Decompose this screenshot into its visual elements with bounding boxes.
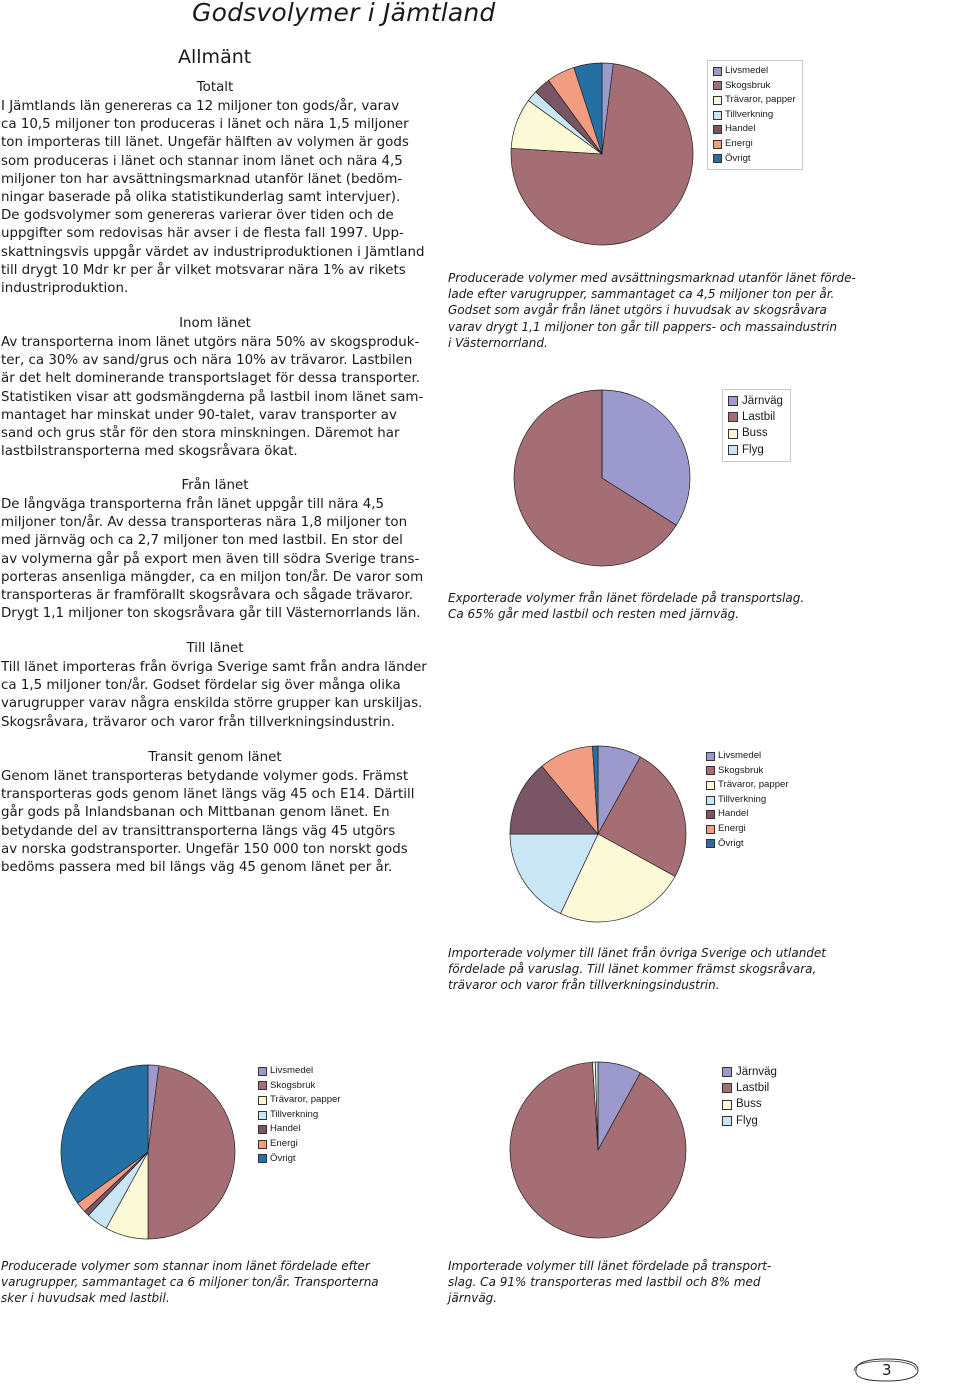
legend-item — [258, 1064, 341, 1079]
legend-export-transport — [722, 389, 791, 462]
text-line: skattningsvis uppgår värdet av industriproduktionen i Jämtland — [1, 244, 425, 260]
till-lanet-paragraph — [1, 659, 431, 732]
inom-lanet-heading: Inom länet — [179, 316, 251, 331]
legend-swatch-icon — [258, 1125, 267, 1134]
legend-label: Livsmedel — [725, 65, 769, 76]
legend-label: Tillverkning — [725, 108, 774, 120]
legend-item — [706, 822, 789, 837]
legend-label: Järnväg — [736, 1066, 777, 1078]
legend-label: Trävaror, papper — [725, 94, 796, 106]
legend-swatch-icon — [722, 1116, 732, 1126]
legend-swatch-icon — [713, 154, 722, 163]
legend-label: Järnväg — [742, 395, 783, 407]
pie-slice-skogsbruk — [511, 64, 693, 245]
text-line: industriproduktion. — [1, 281, 129, 297]
legend-swatch-icon — [706, 839, 715, 848]
text-line: Producerade volymer som stannar inom länet fördelade efter — [1, 1259, 370, 1273]
legend-swatch-icon — [706, 752, 715, 761]
legend-label: Övrigt — [725, 152, 751, 164]
legend-item — [706, 749, 789, 764]
legend-item — [258, 1108, 341, 1123]
caption-export-transport — [448, 590, 804, 622]
text-line: till drygt 10 Mdr kr per år vilket motsvarar nära 1% av rikets — [1, 262, 406, 278]
legend-item — [722, 1064, 777, 1080]
pie-slice-tillverkning — [528, 92, 602, 154]
legend-label: Livsmedel — [718, 750, 762, 761]
text-line: mantaget har minskat under 90-talet, varav transporter av — [1, 407, 397, 423]
pie-slice-handel — [536, 80, 602, 154]
pie-slice-tillverkning — [88, 1152, 148, 1228]
legend-label: Handel — [725, 123, 756, 135]
text-line: Av transporterna inom länet utgörs nära 50% av skogsproduk- — [1, 335, 420, 350]
legend-swatch-icon — [713, 96, 722, 105]
text-line: De långväga transporterna från länet uppgår till nära 4,5 — [1, 497, 385, 512]
text-line: transporteras gods genom länet längs väg 45 och E14. Därtill — [1, 787, 415, 803]
pie-slice-övrigt — [592, 746, 598, 834]
legend-item — [728, 393, 783, 409]
text-line: i Västernorrland. — [448, 335, 548, 350]
legend-swatch-icon — [713, 81, 722, 90]
legend-label: Trävaror, papper — [270, 1094, 341, 1106]
legend-item — [258, 1093, 341, 1108]
legend-item — [706, 764, 789, 779]
pie-slice-lastbil — [514, 390, 676, 566]
till-lanet-heading: Till länet — [186, 641, 244, 656]
text-line: Importerade volymer till länet från övriga Sverige och utlandet — [448, 946, 827, 960]
legend-item — [728, 442, 783, 458]
legend-label: Övrigt — [718, 837, 744, 849]
text-line: Drygt 1,1 miljoner ton skogsråvara går till Västernorrlands län. — [1, 606, 421, 622]
pie-slice-skogsbruk — [598, 757, 686, 877]
legend-label: Flyg — [742, 443, 764, 456]
legend-label: Skogsbruk — [718, 764, 764, 776]
pie-slice-järnväg — [598, 1062, 640, 1150]
legend-item — [258, 1079, 341, 1094]
text-line: Ca 65% går med lastbil och resten med järnväg. — [448, 607, 740, 622]
legend-item — [713, 79, 796, 94]
text-line: järnväg. — [448, 1291, 498, 1306]
caption-import-transport — [448, 1258, 771, 1307]
transit-heading: Transit genom länet — [148, 750, 282, 765]
legend-swatch-icon — [258, 1096, 267, 1105]
text-line: av norska godstransporter. Ungefär 150 000 ton norskt gods — [1, 841, 408, 857]
text-line: av volymerna går på export men även till södra Sverige trans- — [1, 551, 420, 567]
legend-item — [713, 152, 796, 167]
legend-label: Buss — [736, 1098, 762, 1111]
legend-label: Tillverkning — [270, 1108, 319, 1120]
text-line: uppgifter som redovisas här avser i de flesta fall 1997. Upp- — [1, 226, 404, 242]
text-line: lastbilstransporterna med skogsråvara ökat. — [1, 444, 298, 460]
legend-item — [728, 409, 783, 425]
legend-swatch-icon — [722, 1083, 732, 1093]
text-line: Godset som avgår från länet utgörs i huvudsak av skogsråvara — [448, 303, 827, 318]
legend-swatch-icon — [722, 1100, 732, 1110]
legend-item — [713, 93, 796, 108]
legend-swatch-icon — [706, 781, 715, 790]
legend-label: Energi — [718, 822, 746, 834]
legend-item — [722, 1113, 777, 1129]
text-line: varugrupper, sammantaget ca 6 miljoner ton/år. Transporterna — [1, 1275, 379, 1290]
legend-label: Livsmedel — [270, 1065, 314, 1076]
text-line: betydande del av transittransporterna längs väg 45 utgörs — [1, 823, 396, 839]
legend-label: Handel — [718, 808, 749, 820]
pie-slice-övrigt — [574, 63, 602, 154]
text-line: varugrupper varav några enskilda större grupper kan urskiljas. — [1, 696, 423, 712]
text-line: miljoner ton/år. Av dessa transporteras nära 1,8 miljoner ton — [1, 515, 408, 531]
text-line: Producerade volymer med avsättningsmarknad utanför länet förde- — [448, 271, 856, 285]
legend-label: Skogsbruk — [270, 1079, 316, 1091]
legend-swatch-icon — [722, 1067, 732, 1077]
text-line: fördelade på varuslag. Till länet kommer främst skogsråvara, — [448, 962, 817, 977]
pie-slice-buss — [592, 1062, 598, 1150]
legend-swatch-icon — [713, 67, 722, 76]
legend-item — [258, 1152, 341, 1167]
text-line: porteras ansenliga mängder, ca en miljon ton/år. De varor som — [1, 569, 424, 585]
pie-slice-livsmedel — [602, 63, 613, 154]
pie-slice-övrigt — [61, 1065, 148, 1203]
inom-lanet-paragraph — [1, 334, 431, 461]
text-line: varav drygt 1,1 miljoner ton går till pappers- och massaindustrin — [448, 319, 837, 334]
text-line: ton importeras till länet. Ungefär hälften av volymen är gods — [1, 135, 409, 151]
page-number: 3 — [882, 1361, 892, 1379]
text-line: transporteras är framförallt skogsråvara och sågade trävaror. — [1, 588, 413, 604]
legend-label: Energi — [725, 137, 753, 149]
legend-export-goods — [707, 60, 803, 170]
caption-import-goods — [448, 945, 826, 994]
legend-item — [713, 64, 796, 79]
text-line: Importerade volymer till länet fördelade på transport- — [448, 1259, 772, 1273]
legend-label: Tillverkning — [718, 793, 767, 805]
pie-slice-trävaror-papper — [106, 1152, 148, 1239]
pie-slice-tillverkning — [510, 834, 598, 914]
legend-swatch-icon — [258, 1111, 267, 1120]
text-line: ter, ca 30% av sand/grus och nära 10% av trävaror. Lastbilen — [1, 353, 413, 369]
pie-slice-energi — [549, 67, 602, 154]
legend-label: Flyg — [736, 1114, 758, 1127]
text-line: är det helt dominerande transportslaget för dessa transporter. — [1, 371, 421, 387]
text-line: sand och grus står för den stora minskningen. Däremot har — [1, 426, 400, 442]
text-line: trävaror och varor från tillverkningsindustrin. — [448, 978, 720, 993]
legend-swatch-icon — [706, 825, 715, 834]
pie-slice-flyg — [595, 1062, 598, 1150]
page-number-badge — [850, 1357, 922, 1383]
pie-slice-skogsbruk — [148, 1066, 235, 1239]
legend-item — [713, 108, 796, 123]
text-line: Exporterade volymer från länet fördelade på transportslag. — [448, 591, 805, 605]
text-line: De godsvolymer som genereras varierar över tiden och de — [1, 208, 394, 224]
legend-swatch-icon — [706, 810, 715, 819]
text-line: ca 10,5 miljoner ton produceras i länet och nära 1,5 miljoner — [1, 117, 409, 133]
legend-swatch-icon — [258, 1140, 267, 1149]
legend-item — [728, 425, 783, 441]
legend-item — [722, 1096, 777, 1112]
legend-item — [706, 793, 789, 808]
legend-label: Energi — [270, 1137, 298, 1149]
legend-swatch-icon — [713, 111, 722, 120]
legend-item — [258, 1122, 341, 1137]
legend-swatch-icon — [258, 1154, 267, 1163]
text-line: lade efter varugrupper, sammantaget ca 4,5 miljoner ton per år. — [448, 287, 835, 302]
text-line: ca 1,5 miljoner ton/år. Godset fördelar sig över många olika — [1, 678, 401, 694]
legend-label: Buss — [742, 427, 768, 440]
text-line: miljoner ton har avsättningsmarknad utanför länet (bedöm- — [1, 171, 403, 187]
legend-label: Övrigt — [270, 1152, 296, 1164]
legend-item — [722, 1080, 777, 1096]
legend-internal-goods — [252, 1060, 348, 1170]
text-line: Genom länet transporteras betydande volymer gods. Främst — [1, 769, 409, 784]
pie-slice-energi — [78, 1152, 148, 1212]
pie-slice-lastbil — [510, 1062, 686, 1238]
legend-item — [713, 122, 796, 137]
legend-swatch-icon — [728, 412, 738, 422]
legend-label: Trävaror, papper — [718, 779, 789, 791]
page-title: Godsvolymer i Jämtland — [192, 0, 496, 27]
fran-lanet-heading: Från länet — [181, 478, 249, 493]
legend-swatch-icon — [728, 429, 738, 439]
legend-swatch-icon — [706, 766, 715, 775]
text-line: ningar baserade på olika statistikunderlag samt intervjuer). — [1, 190, 401, 206]
legend-item — [706, 837, 789, 852]
legend-swatch-icon — [728, 445, 738, 455]
legend-item — [713, 137, 796, 152]
caption-internal-goods — [1, 1258, 379, 1307]
text-line: Statistiken visar att godsmängderna på lastbil inom länet sam- — [1, 389, 424, 405]
legend-swatch-icon — [258, 1081, 267, 1090]
pie-slice-trävaror-papper — [511, 101, 602, 154]
legend-import-transport — [716, 1060, 785, 1133]
section-heading: Allmänt — [178, 46, 252, 68]
legend-item — [706, 778, 789, 793]
legend-item — [706, 807, 789, 822]
pie-slice-energi — [542, 746, 598, 834]
text-line: går gods på Inlandsbanan och Mittbanan genom länet. En — [1, 805, 390, 821]
pie-slice-trävaror-papper — [561, 834, 676, 922]
text-line: bedöms passera med bil längs väg 45 genom länet per år. — [1, 860, 393, 876]
pie-slice-livsmedel — [148, 1065, 159, 1152]
totalt-paragraph — [1, 98, 431, 298]
text-line: slag. Ca 91% transporteras med lastbil och 8% med — [448, 1275, 761, 1290]
totalt-heading: Totalt — [196, 80, 234, 95]
fran-lanet-paragraph — [1, 496, 431, 623]
legend-label: Handel — [270, 1123, 301, 1135]
pie-slice-livsmedel — [598, 746, 640, 834]
legend-import-goods — [700, 745, 796, 855]
legend-swatch-icon — [713, 125, 722, 134]
text-line: med järnväg och ca 2,7 miljoner ton med lastbil. En stor del — [1, 533, 403, 549]
legend-label: Skogsbruk — [725, 79, 771, 91]
text-line: I Jämtlands län genereras ca 12 miljoner ton gods/år, varav — [1, 99, 400, 114]
legend-swatch-icon — [258, 1067, 267, 1076]
caption-export-goods — [448, 270, 856, 351]
text-line: sker i huvudsak med lastbil. — [1, 1291, 170, 1306]
pie-slice-järnväg — [602, 390, 690, 525]
legend-label: Lastbil — [736, 1082, 770, 1095]
text-line: Skogsråvara, trävaror och varor från tillverkningsindustrin. — [1, 714, 395, 730]
legend-item — [258, 1137, 341, 1152]
legend-swatch-icon — [728, 396, 738, 406]
legend-swatch-icon — [713, 140, 722, 149]
pie-slice-handel — [510, 766, 598, 834]
text-line: Till länet importeras från övriga Sverige samt från andra länder — [1, 660, 427, 675]
legend-label: Lastbil — [742, 411, 776, 424]
pie-slice-handel — [85, 1152, 148, 1215]
legend-swatch-icon — [706, 796, 715, 805]
text-line: som produceras i länet och stannar inom länet och nära 4,5 — [1, 153, 403, 169]
transit-paragraph — [1, 768, 431, 877]
